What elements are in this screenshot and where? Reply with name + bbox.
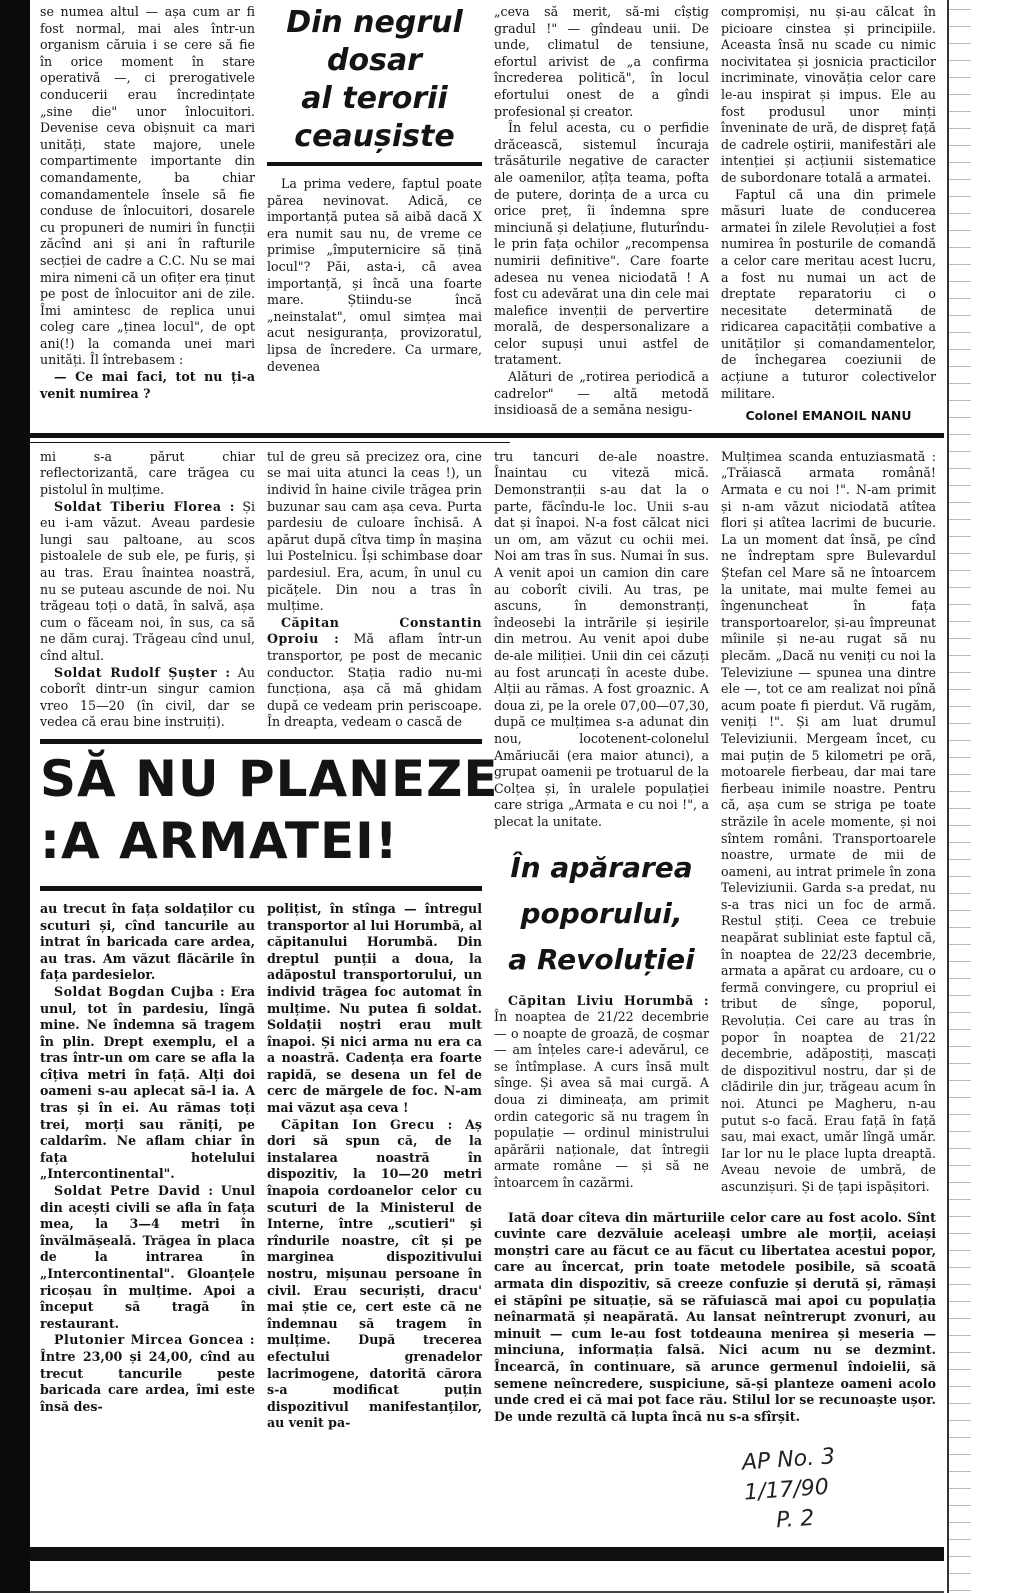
lower-col-3 — [494, 993, 709, 1192]
testimony — [40, 499, 255, 665]
speaker-name: Plutonier Mircea Goncea : — [54, 1332, 255, 1348]
left-area — [40, 448, 499, 1432]
section-divider — [40, 739, 482, 744]
testimony — [40, 665, 255, 731]
middle-col-4 — [721, 449, 936, 1196]
testimony — [494, 449, 709, 831]
right-area — [494, 449, 936, 1533]
top-col-3 — [494, 4, 709, 419]
paragraph: La prima vedere, faptul poate părea nevinovat. Adică, ce importanță putea să aibă dacă X era numit sau nu, de vreme ce primise „împuternicire să țină locul"? Păi, asta-i, că avea importanță, și încă una foarte mare. Știindu-se încă „neinstalat", omul simțea mai acut nesiguranța, provizoratul, lipsa de încredere. Ca urmare, devenea — [267, 176, 482, 374]
testimony-text: mi s-a părut chiar reflectorizantă, care trăgea cu pistolul în mulțime. — [40, 448, 255, 498]
testimony-text: Mulțimea scanda entuziasmată : „Trăiască armata română! Armata e cu noi !". N-am primit și n-am văzut niciodată atîtea flori și atîtea lacrimi de bucurie. La un moment dat însă, pe cînd ne îndreptam spre Bulevardul Ștefan cel Mare să ne întoarcem la unitate, mai multe femei au îngenuncheat în fața transportoarelor, și-au împreunat mîinile și ne-au rugat să nu plecăm. „Dacă nu veniți cu noi la Televiziune — spunea una dintre ele —, tot ce am realizat noi pînă acum poate fi pierdut. Vă rugăm, veniți !". Și am luat drumul Televiziunii. Mergeam încet, cu mai puțin de 5 kilometri pe oră, motoarele fierbeau, dar mai tare fierbeau inimile noastre. Pentru că, așa cum se striga pe toate străzile în acele momente, și noi sîntem români. Transportoarele noastre, urmate de mii de oameni, au intrat primele în zona Televiziunii. Garda s-a predat, nu s-a tras nici un foc de armă. Restul știți. Ceea ce trebuie neapărat subliniat este faptul că, în noaptea de 22/23 decembrie, armata a apărat cu ardoare, cu o fermă convingere, cu propriul ei tribut de sînge, poporul, Revoluția. Cei care au tras în popor în noaptea de 21/22 decembrie, adăpostiți, mascați de dispozitivul nostru, dar și de clădirile din jur, trăgeau acum în noi. Atunci pe Magheru, n-au putut s-o facă. Erau față în față sau, mai exact, umăr lîngă umăr. Iar lor nu le place lupta dreaptă. Aveau nevoie de umbră, de ascunzișuri. Și de țapi ispășitori. — [721, 448, 936, 1194]
newspaper-page — [30, 0, 944, 1593]
headline-line: Din negrul — [286, 5, 463, 40]
testimony-text: Unul din acești civili se afla în fața mea, la 3—4 metri în învălmășeală. Trăgea în placa de la intrarea în „Intercontinental". Gloanțele ricoșau în mulțime. Apoi a început să tragă în restaurant. — [40, 1183, 255, 1331]
scan-left-edge — [0, 0, 30, 1593]
section-divider — [30, 442, 510, 443]
paragraph: compromiși, nu și-au călcat în picioare cinstea și principiile. Aceasta însă nu scade cu nimic nocivitatea și josnicia practicilor incriminate, vinovăția celor care le-au inspirat și impus. Ele au fost produsul unor minți înveninate de ură, de dispreț față de cadrele oștirii, manifestări ale intenției și acțiunii sistematice de subordonare totală a armatei. — [721, 4, 936, 185]
top-col-1 — [40, 4, 255, 402]
paragraph: Iată doar cîteva din mărturiile celor care au fost acolo. Sînt cuvinte care dezvăluie aceleași umbre ale morții, aceiași monștri care au făcut ce au făcut cu libertatea acestui popor, care au încercat, prin toate metodele posibile, să scoată armata din dispozitiv, să creeze confuzie și derută și, rămași ei stăpîni pe situație, să se răfuiască mai apoi cu populația neînarmată și neapărată. Au lansat neîntrerupt zvonuri, au minuit — cum le-au fost totdeauna menirea și meseria — minciuna, informația falsă. Nici acum nu se dezmint. Încearcă, în continuare, să arunce germenul îndoielii, să semene neîncredere, suspiciune, să-și planteze oameni acolo unde cred ei că mai pot face rău. Stilul lor se recunoaște ușor. De unde rezultă că lupta încă nu s-a sfîrșit. — [494, 1209, 936, 1424]
handwritten-archive-note — [741, 1438, 907, 1539]
headline-line: În apărarea — [510, 850, 693, 884]
author-signature: Colonel EMANOIL NANU — [745, 408, 912, 424]
testimony — [267, 449, 482, 615]
paragraph: — Ce mai faci, tot nu ți-a venit numirea ? — [40, 369, 255, 401]
testimony-text: Aș dori să spun că, de la instalarea noastră în dispozitiv, la 10—20 metri înapoia cordoanelor celor cu scuturi de la Ministerul de Interne, între „scutieri" și rîndurile noastre, cît și pe marginea dispozitivului nostru, mișunau persoane în civil. Erau securiști, dracu' mai știe ce, cert este că ne îndemnau să tragem în mulțime. După trecerea efectului grenadelor lacrimogene, datorită cărora s-a modificat puțin dispozitivul manifestanților, au venit pa- — [267, 1116, 483, 1431]
lower-col-2 — [267, 901, 482, 1432]
section-divider — [40, 886, 482, 891]
middle-col-3 — [494, 449, 709, 1196]
testimony — [267, 1117, 482, 1432]
testimony-text: Era unul, tot în pardesiu, lîngă mine. Ne îndemna să tragem în plin. Drept exemplu, el a tras într-un om care se afla la cîțiva metri în față. Alți doi oameni s-au aplecat să-l ia. A tras și în ei. Au rămas toți trei, morți sau răniți, pe caldarîm. Ne aflam chiar în fața hotelului „Intercontinental". — [40, 983, 255, 1182]
testimony-text: Între 23,00 și 24,00, cînd au trecut tancurile peste baricada care ardea, îmi este însă des- — [40, 1348, 255, 1414]
lower-col-1 — [40, 901, 255, 1432]
testimony — [721, 449, 936, 1196]
top-article — [30, 4, 944, 425]
speaker-name: Soldat Rudolf Șușter : — [54, 664, 231, 680]
sub-headline — [494, 845, 709, 983]
testimony — [40, 449, 255, 499]
testimony — [267, 615, 482, 731]
headline-rule — [267, 162, 482, 166]
testimony-text: polițist, în stînga — întregul transportor al lui Horumbă, al căpitanului Horumbă. Din dreptul punții a doua, la adăpostul transportorului, un individ trăgea foc automat în mulțime. Nu putea fi soldat. Soldații noștri erau mult înapoi. Și nici arma nu era ca a noastră. Cadența era foarte rapidă, se desena un fel de cerc de mărgele de foc. N-am mai văzut așa ceva ! — [267, 900, 482, 1116]
paragraph: În felul acesta, cu o perfidie drăcească, sistemul încuraja trăsăturile negative de caracter ale oamenilor, ațîța teama, pofta de putere, dorința de a urca cu orice preț, îi îndemna spre minciună și delațiune, fluturîndu-le prin fața ochilor „recompensa numirii definitive". Care foarte adesea nu venea niciodată ! A fost cu adevărat una din cele mai malefice invenții de pervertire morală, de despersonalizare a celor supuși unui astfel de tratament. — [494, 120, 709, 368]
closing-paragraph — [494, 1210, 936, 1426]
scan-right-margin — [947, 0, 971, 1593]
speaker-name: Soldat Tiberiu Florea : — [54, 498, 235, 514]
testimony — [40, 901, 255, 984]
testimony-text: Și eu i-am văzut. Aveau pardesie lungi sau paltoane, au scos pistoalele de sub ele, pe furiș, și au tras. Erau înaintea noastră, nu se puteau ascunde de noi. Nu trăgeau toți o dată, în salvă, așa cum o făceam noi, în sus, ca să ne dăm curaj. Trăgeau cînd unul, cînd altul. — [40, 498, 255, 663]
main-headline-line-2: :A ARMATEI! — [40, 811, 399, 870]
headline-line: ceaușiste — [294, 119, 455, 154]
speaker-name: Căpitan Ion Grecu : — [281, 1116, 453, 1132]
paragraph: se numea altul — așa cum ar fi fost normal, mai ales într-un organism căruia i se cere să fie în orice moment în stare operativă —, ci prerogativele conducerii erau încredințate „sine die" unor înlocuitori. Devenise ceva obișnuit ca mari unități, state majore, unele compartimente importante din comandamente, ba chiar comandamentele însele să fie conduse de înlocuitori, dosarele cu propuneri de numiri în funcții zăcînd ani și ani în rafturile secției de cadre a C.C. Nu se mai mira nimeni că un ofițer era ținut pe post de înlocuitor ani de zile. Îmi amintesc de replica unui coleg care „ținea locul", de opt ani(!) la comanda unei mari unități. Îl întrebasem : — [40, 4, 255, 368]
note-line: AP No. 3 — [741, 1444, 836, 1476]
paragraph: „ceva să merit, să-mi cîștig gradul !" — gîndeau unii. De unde, climatul de tensiune, efortul arivist de „a confirma încrederea politică", în locul efortului onest de a gîndi profesional și creator. — [494, 4, 709, 119]
middle-col-2 — [267, 449, 482, 731]
speaker-name: Soldat Petre David : — [54, 1183, 214, 1199]
speaker-name: Căpitan Constantin Oproiu : — [267, 614, 482, 647]
testimony — [40, 984, 255, 1183]
main-headline-line-1: SĂ NU PLANEZE — [40, 749, 499, 808]
paragraph: Alături de „rotirea periodică a cadrelor" — altă metodă insidioasă de a semăna nesigu- — [494, 369, 709, 418]
middle-col-1 — [40, 449, 255, 731]
testimony-text: Mă aflam într-un transportor, pe post de mecanic conductor. Stația radio nu-mi funcționa, așa că mă ghidam după ce vedeam prin periscoape. În dreapta, vedeam o cască de — [267, 631, 482, 730]
note-line: 1/17/90 — [743, 1474, 830, 1506]
testimony — [40, 1332, 255, 1415]
middle-left-columns — [40, 449, 482, 731]
top-col-2 — [267, 4, 482, 375]
testimony — [494, 993, 709, 1192]
headline-line: a Revoluției — [508, 942, 695, 976]
scan-bottom-edge — [30, 1547, 944, 1561]
lower-left-columns — [40, 901, 482, 1432]
testimony — [40, 1183, 255, 1332]
headline-line: dosar — [327, 43, 422, 78]
paragraph: Faptul că una din primele măsuri luate de conducerea armatei în zilele Revoluției a fost numirea în posturile de comandă a celor care meritau acest lucru, a fost nu numai un act de dreptate reparatoriu ci o necesitate determinată de ridicarea capacității combative a unităților și comandamentelor, de închegarea coeziunii de acțiune a tuturor colectivelor militare. — [721, 186, 936, 401]
speaker-name: Soldat Bogdan Cujba : — [54, 983, 226, 999]
note-line: P. 2 — [775, 1506, 816, 1534]
headline-line: al terorii — [301, 81, 448, 116]
testimony-text: tul de greu să precizez ora, cine se mai uita atunci la ceas !), un individ în haine civile trăgea prin buzunar sau cam așa ceva. Purta pardesiu de culoare închisă. A apărut după cîtva timp în mașina lui Postelnicu. Își schimbase doar pardesiul. Era, acum, în unul cu picățele. Din nou a tras în mulțime. — [267, 448, 482, 614]
testimonies-area — [30, 449, 944, 1533]
testimony-text: tru tancuri de-ale noastre. Înaintau cu viteză mică. Demonstranții s-au dat la o parte, făcîndu-le loc. Unii s-au dat și înapoi. N-a fost călcat nici un om, am văzut cu ochii mei. Noi am tras în sus. Numai în sus. A venit apoi un camion din care au coborît civili. Au tras, pe ascuns, în demonstranți, îndeosebi la intrările și ieșirile din metrou. Au venit apoi dube de-ale miliției. Unii din cei căzuți au fost aruncați în aceste dube. Alții au rămas. A fost groaznic. A doua zi, pe la orele 07,00—07,30, după ce mulțimea s-a adunat din nou, locotenent-colonelul Amăriucăi (era maior atunci), a grupat oamenii pe trotuarul de la Colțea și, în uralele populației care striga „Armata e cu noi !", a plecat la unitate. — [494, 448, 709, 829]
right-columns — [494, 449, 936, 1196]
headline-line: poporului, — [520, 896, 683, 930]
testimony-text: Au coborît dintr-un singur camion vreo 15—20 (în civil, dar se vedea că erau bine instruiți). — [40, 664, 255, 730]
article-headline — [267, 4, 482, 156]
top-col-4 — [721, 4, 936, 425]
speaker-name: Căpitan Liviu Horumbă : — [508, 992, 709, 1008]
testimony-text: În noaptea de 21/22 decembrie — o noapte de groază, de coșmar — am înțeles care-i adevărul, ce se întîmplase. A curs însă mult sînge. Și avea să mai curgă. A doua zi dimineața, am primit ordin categoric să nu tragem în populație — ordinul ministrului apărării naționale, dat întregii armate române — și să ne întoarcem în cazărmi. — [494, 1009, 709, 1191]
testimony — [267, 901, 482, 1117]
testimony-text: au trecut în fața soldaților cu scuturi și, cînd tancurile au intrat în baricada care ardea, au tras. Am văzut flăcările în fața pardesielor. — [40, 900, 255, 983]
section-divider — [30, 433, 944, 438]
